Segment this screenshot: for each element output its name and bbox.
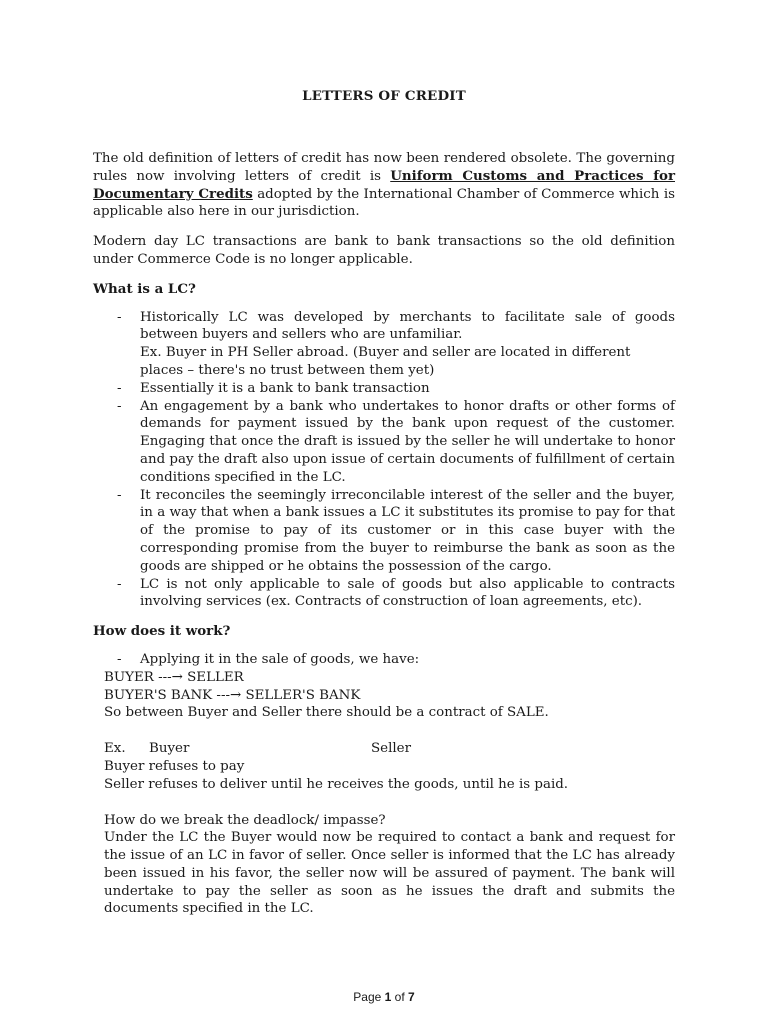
page-current: 1 [384, 990, 392, 1004]
page-word: Page [353, 990, 382, 1004]
flow-line-banks: BUYER'S BANK ---→ SELLER'S BANK [104, 687, 361, 703]
seller-refuses-line: Seller refuses to deliver until he receives the goods, until he is paid. [104, 776, 569, 792]
how-it-works-list [93, 651, 675, 669]
contract-of-sale-line: So between Buyer and Seller there should be a contract of SALE. [104, 705, 549, 721]
list-item-text: Applying it in the sale of goods, we have: [140, 651, 420, 667]
list-item-text: An engagement by a bank who undertakes to honor drafts or other forms of demands for payment issued by the bank upon request of the customer. Engaging that once the draft is issued by the seller he will undertake to honor and pay the draft also upon issue of certain documents of fulfillment of certain conditions specified in the LC. [140, 398, 676, 485]
list-item-example: Ex. Buyer in PH Seller abroad. (Buyer and seller are located in different places – there's no trust between them yet) [140, 345, 631, 378]
intro-text-before: The old definition of letters of credit has now been rendered obsolete. The governing rules now involving letters of credit is [93, 151, 675, 184]
deadlock-question: How do we break the deadlock/ impasse? [104, 812, 386, 828]
section-heading-how-does-it-work: How does it work? [93, 623, 231, 640]
list-item-text: Historically LC was developed by merchants to facilitate sale of goods between buyers and sellers who are unfamiliar. [140, 309, 675, 343]
how-it-works-body [93, 669, 675, 919]
example-label: Ex. [104, 741, 126, 757]
of-word: of [394, 990, 405, 1004]
example-buyer: Buyer [149, 741, 190, 757]
list-item [93, 651, 675, 669]
list-item-text: It reconciles the seemingly irreconcilable interest of the seller and the buyer, in a way that when a bank issues a LC it substitutes its promise to pay for that of the promise to pay of its customer or in this case buyer with the corresponding promise from the buyer to reimburse the bank as soon as the goods are shipped or he obtains the possession of the cargo. [140, 487, 675, 574]
intro-paragraph-2: Modern day LC transactions are bank to bank transactions so the old definition under Commerce Code is no longer applicable. [93, 234, 675, 267]
document-title: LETTERS OF CREDIT [302, 88, 466, 104]
list-item [93, 576, 675, 612]
flow-line-buyer-seller: BUYER ---→ SELLER [104, 669, 244, 685]
page-total: 7 [408, 990, 415, 1004]
list-item [93, 380, 675, 398]
document-body [93, 150, 675, 918]
section-heading-what-is-lc: What is a LC? [93, 280, 196, 297]
ucp-reference: Uniform Customs and Practices for Documentary Credits [93, 167, 675, 202]
example-seller: Seller [371, 741, 411, 757]
page-footer [0, 990, 768, 1004]
intro-paragraph-1 [93, 150, 675, 221]
what-is-lc-list [93, 309, 675, 612]
example-row [104, 740, 675, 758]
buyer-refuses-line: Buyer refuses to pay [104, 758, 245, 774]
list-item-text: Essentially it is a bank to bank transaction [140, 380, 430, 396]
deadlock-answer: Under the LC the Buyer would now be required to contact a bank and request for the issue of an LC in favor of seller. Once seller is informed that the LC has already been issued in his favor, the seller now will be assured of payment. The bank will undertake to pay the seller as soon as he issues the draft and submits the documents specified in the LC. [104, 830, 675, 917]
list-item [93, 398, 675, 487]
list-item [93, 309, 675, 380]
list-item [93, 487, 675, 576]
list-item-text: LC is not only applicable to sale of goods but also applicable to contracts involving services (ex. Contracts of construction of loan agreements, etc). [140, 576, 675, 610]
intro-text-after: adopted by the International Chamber of Commerce which is applicable also here in our jurisdiction. [93, 186, 675, 220]
